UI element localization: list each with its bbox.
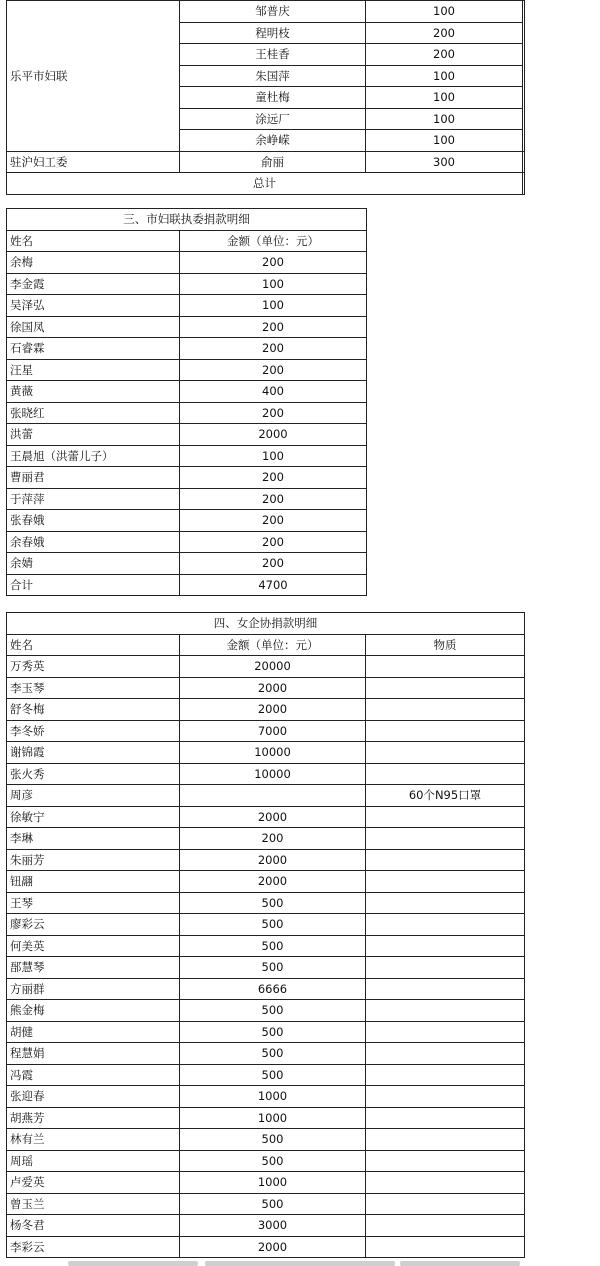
donor-name-cell: 冯霞 xyxy=(7,1064,180,1086)
donor-name-cell: 余梅 xyxy=(7,252,180,274)
table-row xyxy=(7,978,525,1000)
donor-name-cell: 曾玉兰 xyxy=(7,1193,180,1215)
donor-amount-cell: 100 xyxy=(180,273,367,295)
donor-name-cell: 曹丽君 xyxy=(7,467,180,489)
donor-name-cell: 郚慧琴 xyxy=(7,957,180,979)
donor-amount-cell: 2000 xyxy=(180,1236,366,1258)
section3-title: 三、市妇联执委捐款明细 xyxy=(7,209,367,231)
table-row xyxy=(7,785,525,807)
donor-goods-cell xyxy=(366,677,525,699)
table-row xyxy=(7,1193,525,1215)
donor-amount-cell: 100 xyxy=(180,445,367,467)
donor-amount-cell: 100 xyxy=(366,108,523,130)
table-row xyxy=(7,677,525,699)
subtotal-cell xyxy=(523,151,525,173)
donor-amount-cell: 200 xyxy=(180,316,367,338)
donor-amount-cell: 1000 xyxy=(180,1086,366,1108)
col-header-goods: 物质 xyxy=(366,634,525,656)
donor-goods-cell xyxy=(366,1172,525,1194)
donor-amount-cell: 200 xyxy=(180,828,366,850)
table-row xyxy=(7,1021,525,1043)
donation-table-section3 xyxy=(6,208,367,596)
table-header-row xyxy=(7,634,525,656)
donor-goods-cell: 60个N95口罩 xyxy=(366,785,525,807)
donor-goods-cell xyxy=(366,699,525,721)
donor-name-cell: 胡燕芳 xyxy=(7,1107,180,1129)
table-row xyxy=(7,656,525,678)
table-row xyxy=(7,359,367,381)
donor-goods-cell xyxy=(366,806,525,828)
col-header-name: 姓名 xyxy=(7,634,180,656)
donor-amount-cell: 300 xyxy=(366,151,523,173)
donor-name-cell: 涂远厂 xyxy=(180,108,366,130)
donor-name-cell: 黄薇 xyxy=(7,381,180,403)
donor-name-cell: 俞丽 xyxy=(180,151,366,173)
donor-amount-cell: 20000 xyxy=(180,656,366,678)
donor-goods-cell xyxy=(366,1086,525,1108)
donor-amount-cell: 2000 xyxy=(180,806,366,828)
donor-amount-cell: 100 xyxy=(366,1,523,23)
table-row xyxy=(7,1000,525,1022)
total-value: 4700 xyxy=(180,574,367,596)
donor-amount-cell: 1000 xyxy=(180,1172,366,1194)
table-row xyxy=(7,1107,525,1129)
donor-amount-cell: 10000 xyxy=(180,742,366,764)
donor-amount-cell: 200 xyxy=(180,510,367,532)
table-row xyxy=(7,914,525,936)
col-header-name: 姓名 xyxy=(7,230,180,252)
total-label: 合计 xyxy=(7,574,180,596)
donor-name-cell: 胡健 xyxy=(7,1021,180,1043)
donor-goods-cell xyxy=(366,1150,525,1172)
donor-amount-cell: 2000 xyxy=(180,699,366,721)
donor-amount-cell: 200 xyxy=(180,359,367,381)
donor-name-cell: 徐国凤 xyxy=(7,316,180,338)
donor-goods-cell xyxy=(366,828,525,850)
donor-amount-cell: 500 xyxy=(180,1000,366,1022)
donor-amount-cell: 2000 xyxy=(180,871,366,893)
donor-name-cell: 邹普庆 xyxy=(180,1,366,23)
table-row xyxy=(7,488,367,510)
table-row xyxy=(7,252,367,274)
donor-goods-cell xyxy=(366,849,525,871)
table-row xyxy=(7,316,367,338)
donor-name-cell: 方丽群 xyxy=(7,978,180,1000)
donor-name-cell: 李琳 xyxy=(7,828,180,850)
donor-name-cell: 李彩云 xyxy=(7,1236,180,1258)
donor-amount-cell: 500 xyxy=(180,892,366,914)
donor-amount-cell: 500 xyxy=(180,914,366,936)
table-row xyxy=(7,1129,525,1151)
donor-amount-cell xyxy=(180,785,366,807)
table-row xyxy=(7,553,367,575)
table-row xyxy=(7,510,367,532)
donor-amount-cell: 500 xyxy=(180,1064,366,1086)
total-row xyxy=(7,173,525,195)
donor-goods-cell xyxy=(366,978,525,1000)
donor-amount-cell: 200 xyxy=(180,553,367,575)
table-title-row xyxy=(7,613,525,635)
donor-amount-cell: 500 xyxy=(180,1129,366,1151)
table-row xyxy=(7,720,525,742)
donor-goods-cell xyxy=(366,935,525,957)
donor-goods-cell xyxy=(366,720,525,742)
donor-name-cell: 汪星 xyxy=(7,359,180,381)
table-row xyxy=(7,151,525,173)
donor-name-cell: 李金霞 xyxy=(7,273,180,295)
table-row xyxy=(7,1215,525,1237)
table-row xyxy=(7,1043,525,1065)
table-row xyxy=(7,1172,525,1194)
donor-name-cell: 何美英 xyxy=(7,935,180,957)
donor-name-cell: 熊金梅 xyxy=(7,1000,180,1022)
donor-name-cell: 朱丽芳 xyxy=(7,849,180,871)
table-title-row xyxy=(7,209,367,231)
donor-name-cell: 杨冬君 xyxy=(7,1215,180,1237)
table-row xyxy=(7,957,525,979)
col-header-amount: 金额（单位：元） xyxy=(180,230,367,252)
donor-amount-cell: 1000 xyxy=(180,1107,366,1129)
donor-amount-cell: 10000 xyxy=(180,763,366,785)
donor-name-cell: 程明枝 xyxy=(180,22,366,44)
donor-name-cell: 张春娥 xyxy=(7,510,180,532)
donor-amount-cell: 6666 xyxy=(180,978,366,1000)
donor-amount-cell: 100 xyxy=(366,87,523,109)
donor-name-cell: 童杜梅 xyxy=(180,87,366,109)
donor-name-cell: 周瑶 xyxy=(7,1150,180,1172)
donor-amount-cell: 500 xyxy=(180,1193,366,1215)
table-row xyxy=(7,273,367,295)
table-row xyxy=(7,935,525,957)
donor-goods-cell xyxy=(366,1021,525,1043)
donor-name-cell: 钮翮 xyxy=(7,871,180,893)
donor-name-cell: 王晨旭（洪蕾儿子） xyxy=(7,445,180,467)
org-name-cell: 驻沪妇工委 xyxy=(7,151,180,173)
total-value xyxy=(523,173,525,195)
org-name-cell: 乐平市妇联 xyxy=(7,1,180,152)
donor-goods-cell xyxy=(366,914,525,936)
donor-name-cell: 余春娥 xyxy=(7,531,180,553)
donor-amount-cell: 200 xyxy=(366,22,523,44)
donation-table-section2 xyxy=(6,0,525,195)
donor-amount-cell: 3000 xyxy=(180,1215,366,1237)
donor-name-cell: 王琴 xyxy=(7,892,180,914)
donor-goods-cell xyxy=(366,1193,525,1215)
donor-amount-cell: 400 xyxy=(180,381,367,403)
table-row xyxy=(7,445,367,467)
donor-name-cell: 石睿霖 xyxy=(7,338,180,360)
donor-amount-cell: 500 xyxy=(180,1043,366,1065)
donor-goods-cell xyxy=(366,1129,525,1151)
table-row xyxy=(7,467,367,489)
table-row xyxy=(7,871,525,893)
donor-goods-cell xyxy=(366,871,525,893)
donor-goods-cell xyxy=(366,957,525,979)
horizontal-scrollbar-track-segment xyxy=(400,1261,520,1266)
section4-title: 四、女企协捐款明细 xyxy=(7,613,525,635)
donor-name-cell: 王桂香 xyxy=(180,44,366,66)
donor-name-cell: 余婧 xyxy=(7,553,180,575)
donor-goods-cell xyxy=(366,1215,525,1237)
horizontal-scrollbar-track-segment xyxy=(205,1261,395,1266)
donor-amount-cell: 200 xyxy=(180,531,367,553)
donor-goods-cell xyxy=(366,1043,525,1065)
table-row xyxy=(7,1150,525,1172)
table-row xyxy=(7,1,525,23)
table-row xyxy=(7,806,525,828)
table-row xyxy=(7,763,525,785)
donor-goods-cell xyxy=(366,1064,525,1086)
donor-amount-cell: 500 xyxy=(180,957,366,979)
donor-name-cell: 廖彩云 xyxy=(7,914,180,936)
table-row xyxy=(7,742,525,764)
donor-amount-cell: 200 xyxy=(180,467,367,489)
donor-amount-cell: 7000 xyxy=(180,720,366,742)
donor-amount-cell: 100 xyxy=(180,295,367,317)
donor-amount-cell: 200 xyxy=(180,402,367,424)
donor-name-cell: 周彦 xyxy=(7,785,180,807)
table-row xyxy=(7,1086,525,1108)
donor-name-cell: 于萍萍 xyxy=(7,488,180,510)
donor-name-cell: 李冬娇 xyxy=(7,720,180,742)
donor-name-cell: 程慧娟 xyxy=(7,1043,180,1065)
donor-name-cell: 徐敏宁 xyxy=(7,806,180,828)
donor-amount-cell: 100 xyxy=(366,130,523,152)
donor-goods-cell xyxy=(366,656,525,678)
table-row xyxy=(7,699,525,721)
donation-table-section4 xyxy=(6,612,525,1258)
table-row xyxy=(7,381,367,403)
donor-name-cell: 张火秀 xyxy=(7,763,180,785)
donor-name-cell: 张晓红 xyxy=(7,402,180,424)
donor-name-cell: 朱国萍 xyxy=(180,65,366,87)
donor-name-cell: 卢爱英 xyxy=(7,1172,180,1194)
table-row xyxy=(7,1236,525,1258)
donor-amount-cell: 500 xyxy=(180,1150,366,1172)
donor-amount-cell: 500 xyxy=(180,1021,366,1043)
table-row xyxy=(7,1064,525,1086)
donor-goods-cell xyxy=(366,742,525,764)
donor-amount-cell: 2000 xyxy=(180,424,367,446)
table-row xyxy=(7,295,367,317)
donor-amount-cell: 2000 xyxy=(180,849,366,871)
donor-name-cell: 吴泽弘 xyxy=(7,295,180,317)
table-row xyxy=(7,892,525,914)
donor-amount-cell: 500 xyxy=(180,935,366,957)
donor-goods-cell xyxy=(366,1236,525,1258)
donor-amount-cell: 200 xyxy=(180,338,367,360)
donor-goods-cell xyxy=(366,1107,525,1129)
donor-name-cell: 林有兰 xyxy=(7,1129,180,1151)
table-row xyxy=(7,402,367,424)
table-header-row xyxy=(7,230,367,252)
donor-amount-cell: 100 xyxy=(366,65,523,87)
donor-name-cell: 谢锦霞 xyxy=(7,742,180,764)
donor-name-cell: 万秀英 xyxy=(7,656,180,678)
total-row xyxy=(7,574,367,596)
donor-amount-cell: 200 xyxy=(366,44,523,66)
donor-amount-cell: 200 xyxy=(180,488,367,510)
subtotal-cell xyxy=(523,1,525,152)
table-row xyxy=(7,849,525,871)
donor-goods-cell xyxy=(366,763,525,785)
donor-goods-cell xyxy=(366,892,525,914)
total-label: 总计 xyxy=(7,173,523,195)
table-row xyxy=(7,424,367,446)
donor-name-cell: 李玉琴 xyxy=(7,677,180,699)
donor-amount-cell: 200 xyxy=(180,252,367,274)
horizontal-scrollbar[interactable] xyxy=(68,1261,198,1266)
donor-name-cell: 余峥嵘 xyxy=(180,130,366,152)
col-header-amount: 金额（单位：元） xyxy=(180,634,366,656)
table-row xyxy=(7,828,525,850)
table-row xyxy=(7,531,367,553)
donor-goods-cell xyxy=(366,1000,525,1022)
donor-name-cell: 张迎春 xyxy=(7,1086,180,1108)
donor-name-cell: 舒冬梅 xyxy=(7,699,180,721)
table-row xyxy=(7,338,367,360)
donor-amount-cell: 2000 xyxy=(180,677,366,699)
donor-name-cell: 洪蕾 xyxy=(7,424,180,446)
